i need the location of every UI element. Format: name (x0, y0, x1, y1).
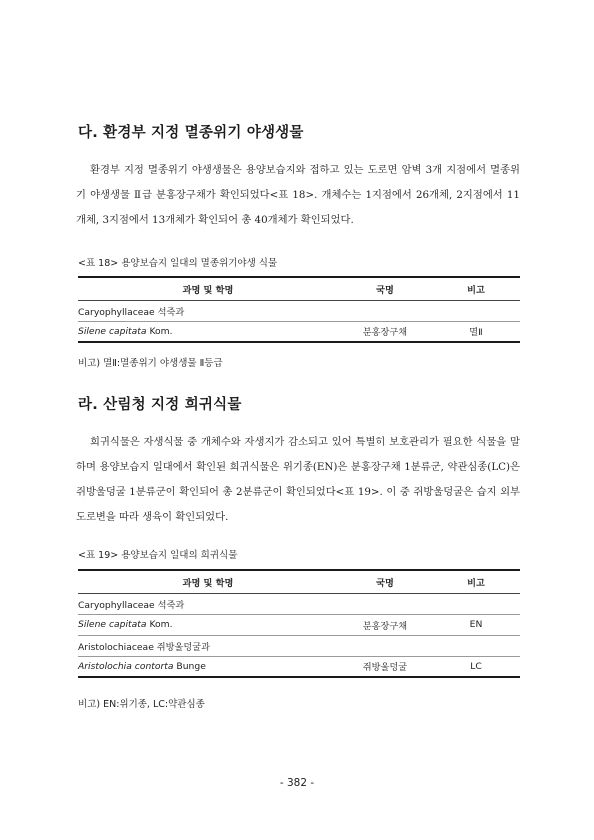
table-header-row (78, 570, 520, 593)
remarks-cell: LC (470, 660, 482, 672)
korean-name-cell: 쥐방울덩굴 (362, 662, 408, 674)
table-19-footnote: 비고) EN:위기종, LC:약관심종 (78, 699, 205, 710)
scientific-name-cell (78, 614, 338, 635)
header-korean-name: 국명 (376, 577, 394, 589)
korean-name-cell: 분홍장구채 (362, 327, 408, 339)
table-18-footnote: 비고) 멸Ⅱ:멸종위기 야생생물 Ⅱ등급 (78, 358, 223, 369)
header-remarks: 비고 (467, 284, 485, 296)
header-name: 과명 및 학명 (182, 284, 234, 296)
table-19-caption: <표 19> 용양보습지 일대의 희귀식물 (78, 550, 238, 561)
scientific-name-author: Bunge (173, 660, 206, 672)
table-18 (78, 276, 520, 343)
table-row (78, 321, 520, 342)
scientific-name-cell (78, 656, 338, 677)
section-title-endangered: 다. 환경부 지정 멸종위기 야생생물 (78, 125, 304, 141)
table-row (78, 635, 520, 656)
table-19 (78, 569, 520, 678)
remarks-cell: EN (469, 619, 483, 630)
table-row (78, 614, 520, 635)
scientific-name-author: Kom. (146, 619, 173, 630)
scientific-name-genus-species: Silene capitata (78, 325, 147, 337)
table-header-row (78, 277, 520, 300)
scientific-name-author: Kom. (146, 325, 173, 337)
header-korean-name: 국명 (376, 284, 394, 296)
table-row (78, 593, 520, 614)
family-cell: Aristolochiaceae 쥐방울덩굴과 (78, 641, 211, 653)
family-cell: Caryophyllaceae 석죽과 (78, 306, 185, 318)
table-row (78, 300, 520, 321)
scientific-name-genus-species: Aristolochia contorta (78, 660, 174, 672)
table-row (78, 656, 520, 677)
section-title-rare-plants: 라. 산림청 지정 희귀식물 (78, 397, 242, 413)
section-paragraph-endangered: 환경부 지정 멸종위기 야생생물은 용양보습지와 접하고 있는 도로면 암벽 3개 지점에서 멸종위기 야생생물 Ⅱ급 분홍장구채가 확인되었다<표 18>. 개체수는 1지점에서 26개체, 2지점에서 11개체, 3지점에서 13개체가 확인되어 총 40개체가 확인되었다. (76, 164, 520, 226)
header-remarks: 비고 (467, 577, 485, 589)
scientific-name-genus-species: Silene capitata (78, 619, 147, 630)
remarks-cell: 멸Ⅱ (469, 327, 483, 339)
scientific-name-cell (78, 321, 338, 342)
header-name: 과명 및 학명 (182, 577, 234, 589)
korean-name-cell: 분홍장구채 (362, 620, 408, 632)
section-paragraph-rare-plants: 희귀식물은 자생식물 중 개체수와 자생지가 감소되고 있어 특별히 보호관리가 필요한 식물을 말하며 용양보습지 일대에서 확인된 희귀식물은 위기종(EN)은 분홍장구채 1분류군, 약관심종(LC)은 쥐방울덩굴 1분류군이 확인되어 총 2분류군이 확인되었다<표 19>. 이 중 쥐방울덩굴은 습지 외부 도로변을 따라 생육이 확인되었다. (76, 436, 520, 523)
page-number: - 382 - (279, 777, 315, 789)
family-cell: Caryophyllaceae 석죽과 (78, 599, 185, 611)
table-18-caption: <표 18> 용양보습지 일대의 멸종위기야생 식물 (78, 258, 278, 269)
